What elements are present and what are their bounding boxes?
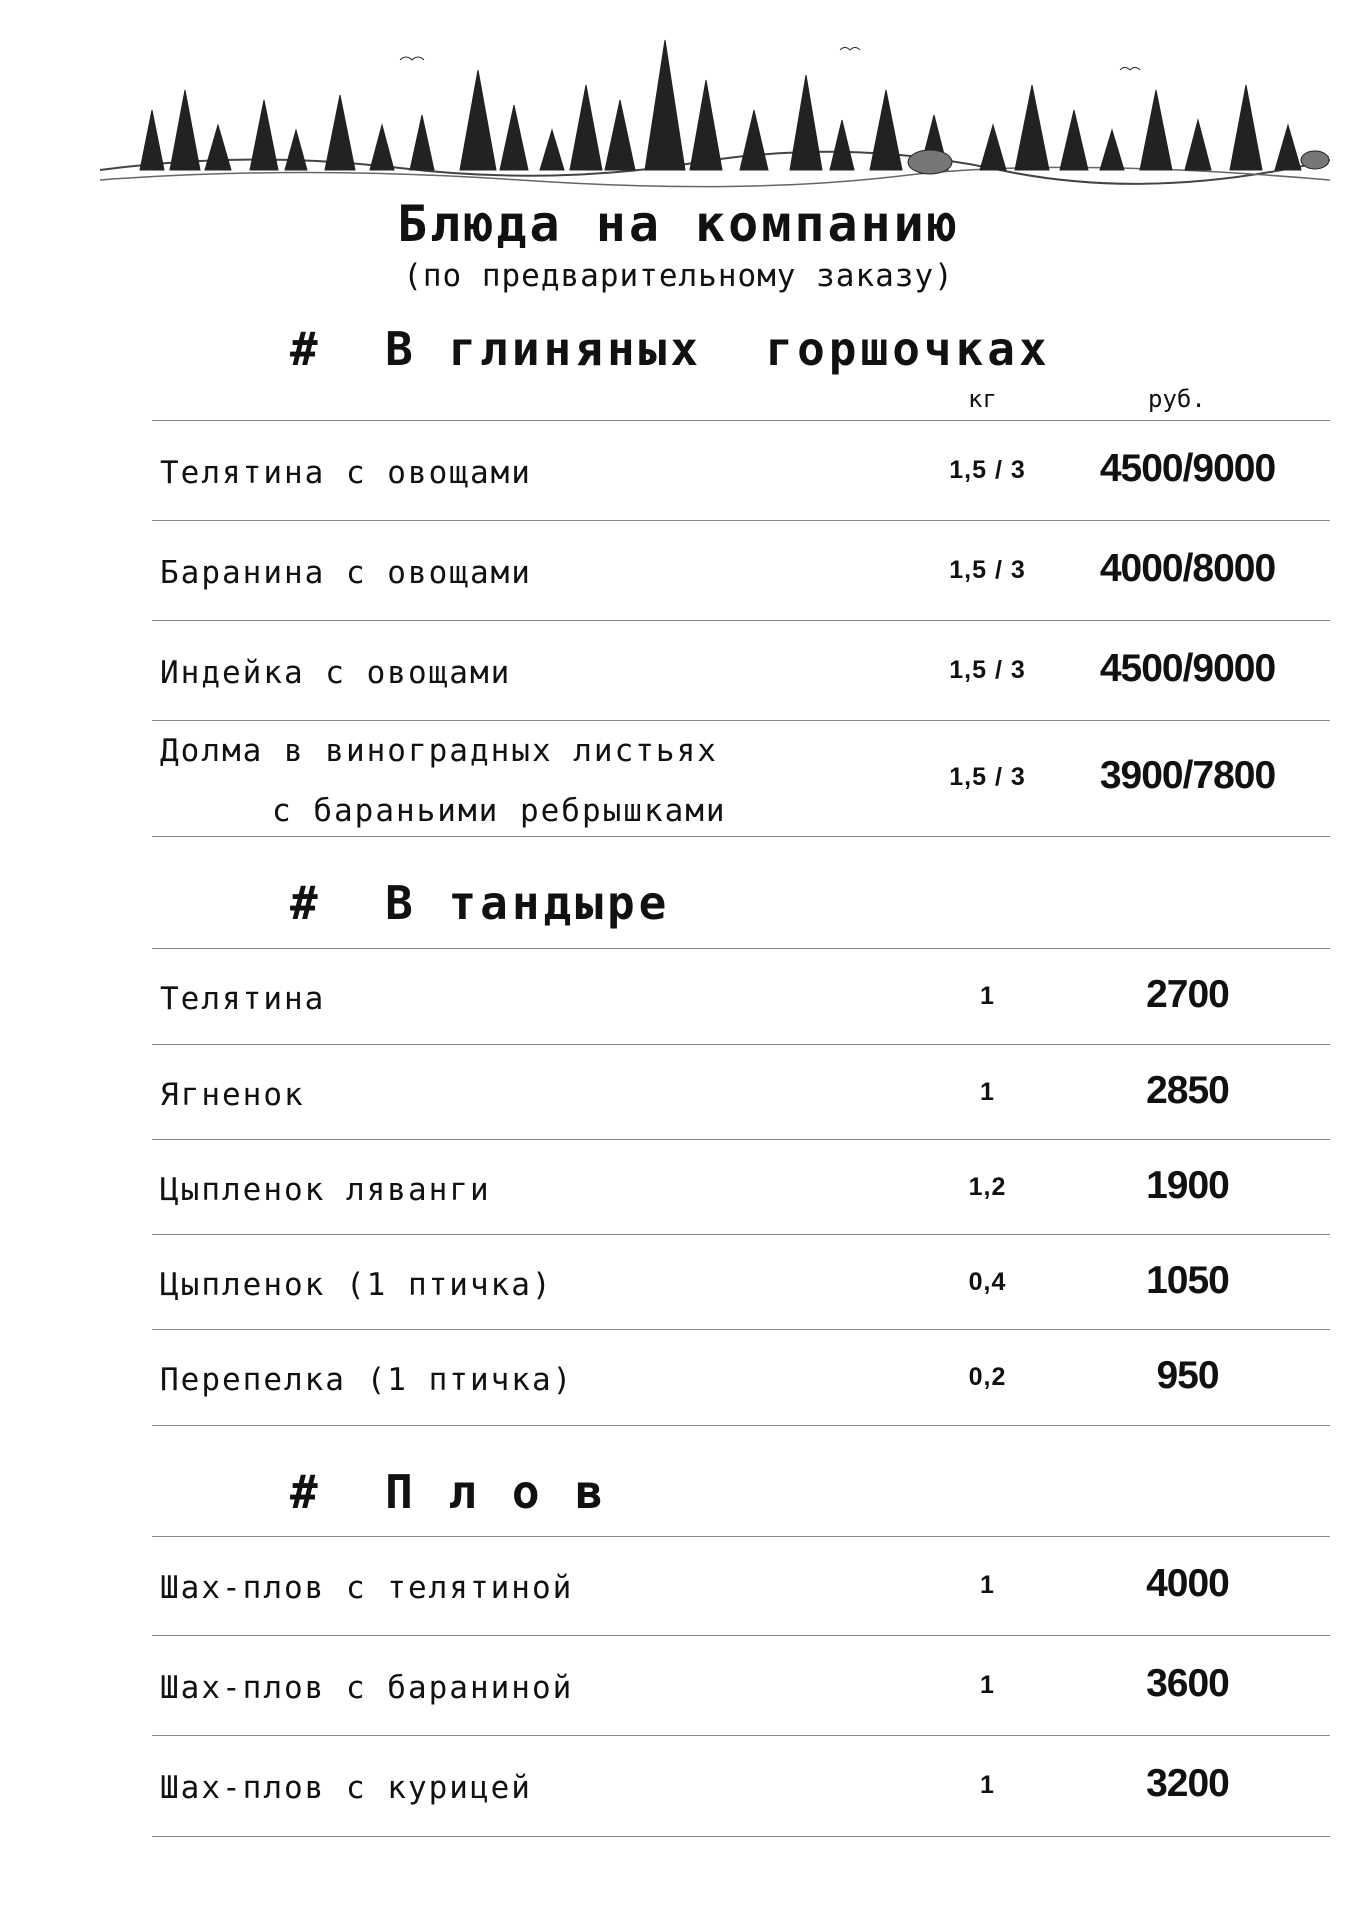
weight-column-header: кг [968,385,997,413]
item-price: 4500/9000 [1099,447,1276,490]
item-name: Шах-плов с телятиной [160,1570,574,1606]
divider [152,948,1330,949]
section-title-pots: # В глиняных горшочках [290,322,1051,376]
item-price: 1050 [1146,1259,1229,1302]
item-name: Шах-плов с курицей [160,1770,532,1806]
divider [152,1139,1330,1140]
item-name: Долма в виноградных листьях [160,733,718,769]
item-price: 2700 [1146,973,1229,1016]
item-weight: 0,2 [968,1363,1007,1391]
section-title-pilaf: # П л о в [290,1465,607,1519]
item-weight: 1 [980,1571,995,1599]
item-name: Индейка с овощами [160,655,512,691]
price-column-header: руб. [1148,385,1206,413]
divider [152,620,1330,621]
divider [152,1044,1330,1045]
item-name: Баранина с овощами [160,555,532,591]
section-title-tandoor: # В тандыре [290,876,671,930]
item-name: Ягненок [160,1077,305,1113]
divider [152,1536,1330,1537]
divider [152,836,1330,837]
item-name: Шах-плов с бараниной [160,1670,574,1706]
item-price: 3200 [1146,1762,1229,1805]
divider [152,520,1330,521]
divider [152,1635,1330,1636]
item-weight: 1 [980,1078,995,1106]
item-name-line2: с бараньими ребрышками [272,793,727,829]
item-weight: 1 [980,1671,995,1699]
item-name: Цыпленок (1 птичка) [160,1267,553,1303]
divider [152,720,1330,721]
item-weight: 1 [980,982,995,1010]
item-price: 950 [1156,1354,1219,1397]
divider [152,420,1330,421]
page-title: Блюда на компанию [397,195,960,253]
item-weight: 0,4 [968,1268,1007,1296]
item-price: 4000 [1146,1562,1229,1605]
forest-illustration [100,30,1330,195]
item-price: 2850 [1146,1069,1229,1112]
page-subtitle: (по предварительному заказу) [403,258,954,294]
item-name: Перепелка (1 птичка) [160,1362,574,1398]
item-weight: 1 [980,1771,995,1799]
divider [152,1836,1330,1837]
divider [152,1329,1330,1330]
item-price: 4500/9000 [1099,647,1276,690]
item-weight: 1,5 / 3 [949,556,1026,584]
item-name: Телятина с овощами [160,455,532,491]
item-name: Цыпленок ляванги [160,1172,491,1208]
item-weight: 1,5 / 3 [949,763,1026,791]
item-price: 3900/7800 [1099,754,1276,797]
item-weight: 1,2 [968,1173,1007,1201]
item-weight: 1,5 / 3 [949,656,1026,684]
divider [152,1234,1330,1235]
item-weight: 1,5 / 3 [949,456,1026,484]
item-price: 1900 [1146,1164,1229,1207]
divider [152,1425,1330,1426]
item-price: 3600 [1146,1662,1229,1705]
divider [152,1735,1330,1736]
item-price: 4000/8000 [1099,547,1276,590]
item-name: Телятина [160,981,326,1017]
